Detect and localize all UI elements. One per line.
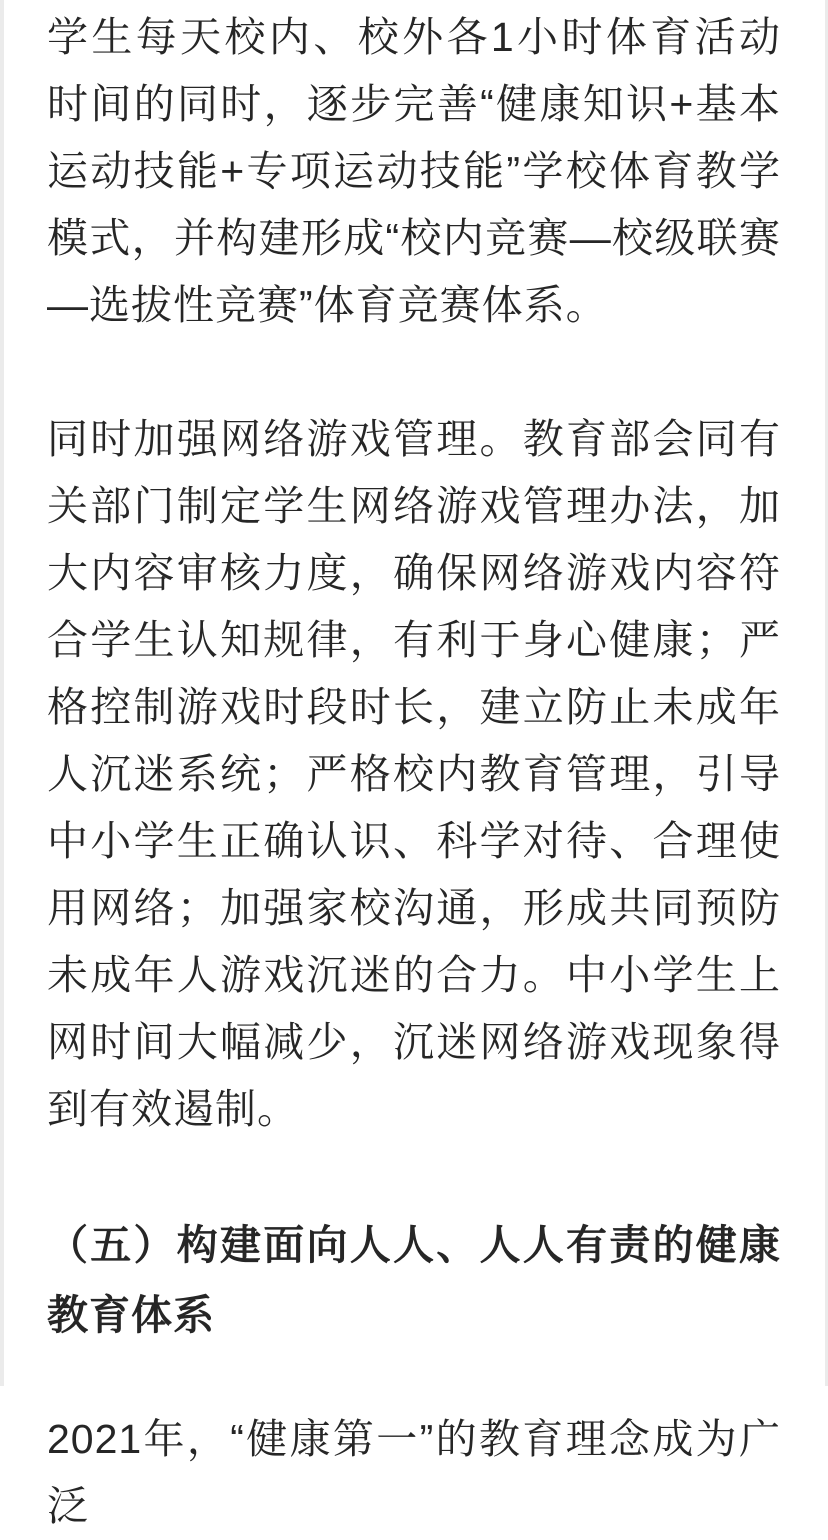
section-heading: （五）构建面向人人、人人有责的健康教育体系 [47, 1222, 781, 1338]
article-paragraph-3: 2021年，“健康第一”的教育理念成为广泛 [47, 1416, 781, 1529]
article-paragraph-2: 同时加强网络游戏管理。教育部会同有关部门制定学生网络游戏管理办法，加大内容审核力度，确保网络游戏内容符合学生认知规律，有利于身心健康；严格控制游戏时段时长，建立防止未成年人沉迷系统；严格校内教育管理，引导中小学生正确认识、科学对待、合理使用网络；加强家校沟通，形成共同预防未成年人游戏沉迷的合力。中小学生上网时间大幅减少，沉迷网络游戏现象得到有效遏制。 [47, 416, 781, 1132]
article-content [4, 0, 825, 1540]
article-paragraph-1: 学生每天校内、校外各1小时体育活动时间的同时，逐步完善“健康知识+基本运动技能+专项运动技能”学校体育教学模式，并构建形成“校内竞赛—校级联赛—选拔性竞赛”体育竞赛体系。 [47, 14, 781, 328]
